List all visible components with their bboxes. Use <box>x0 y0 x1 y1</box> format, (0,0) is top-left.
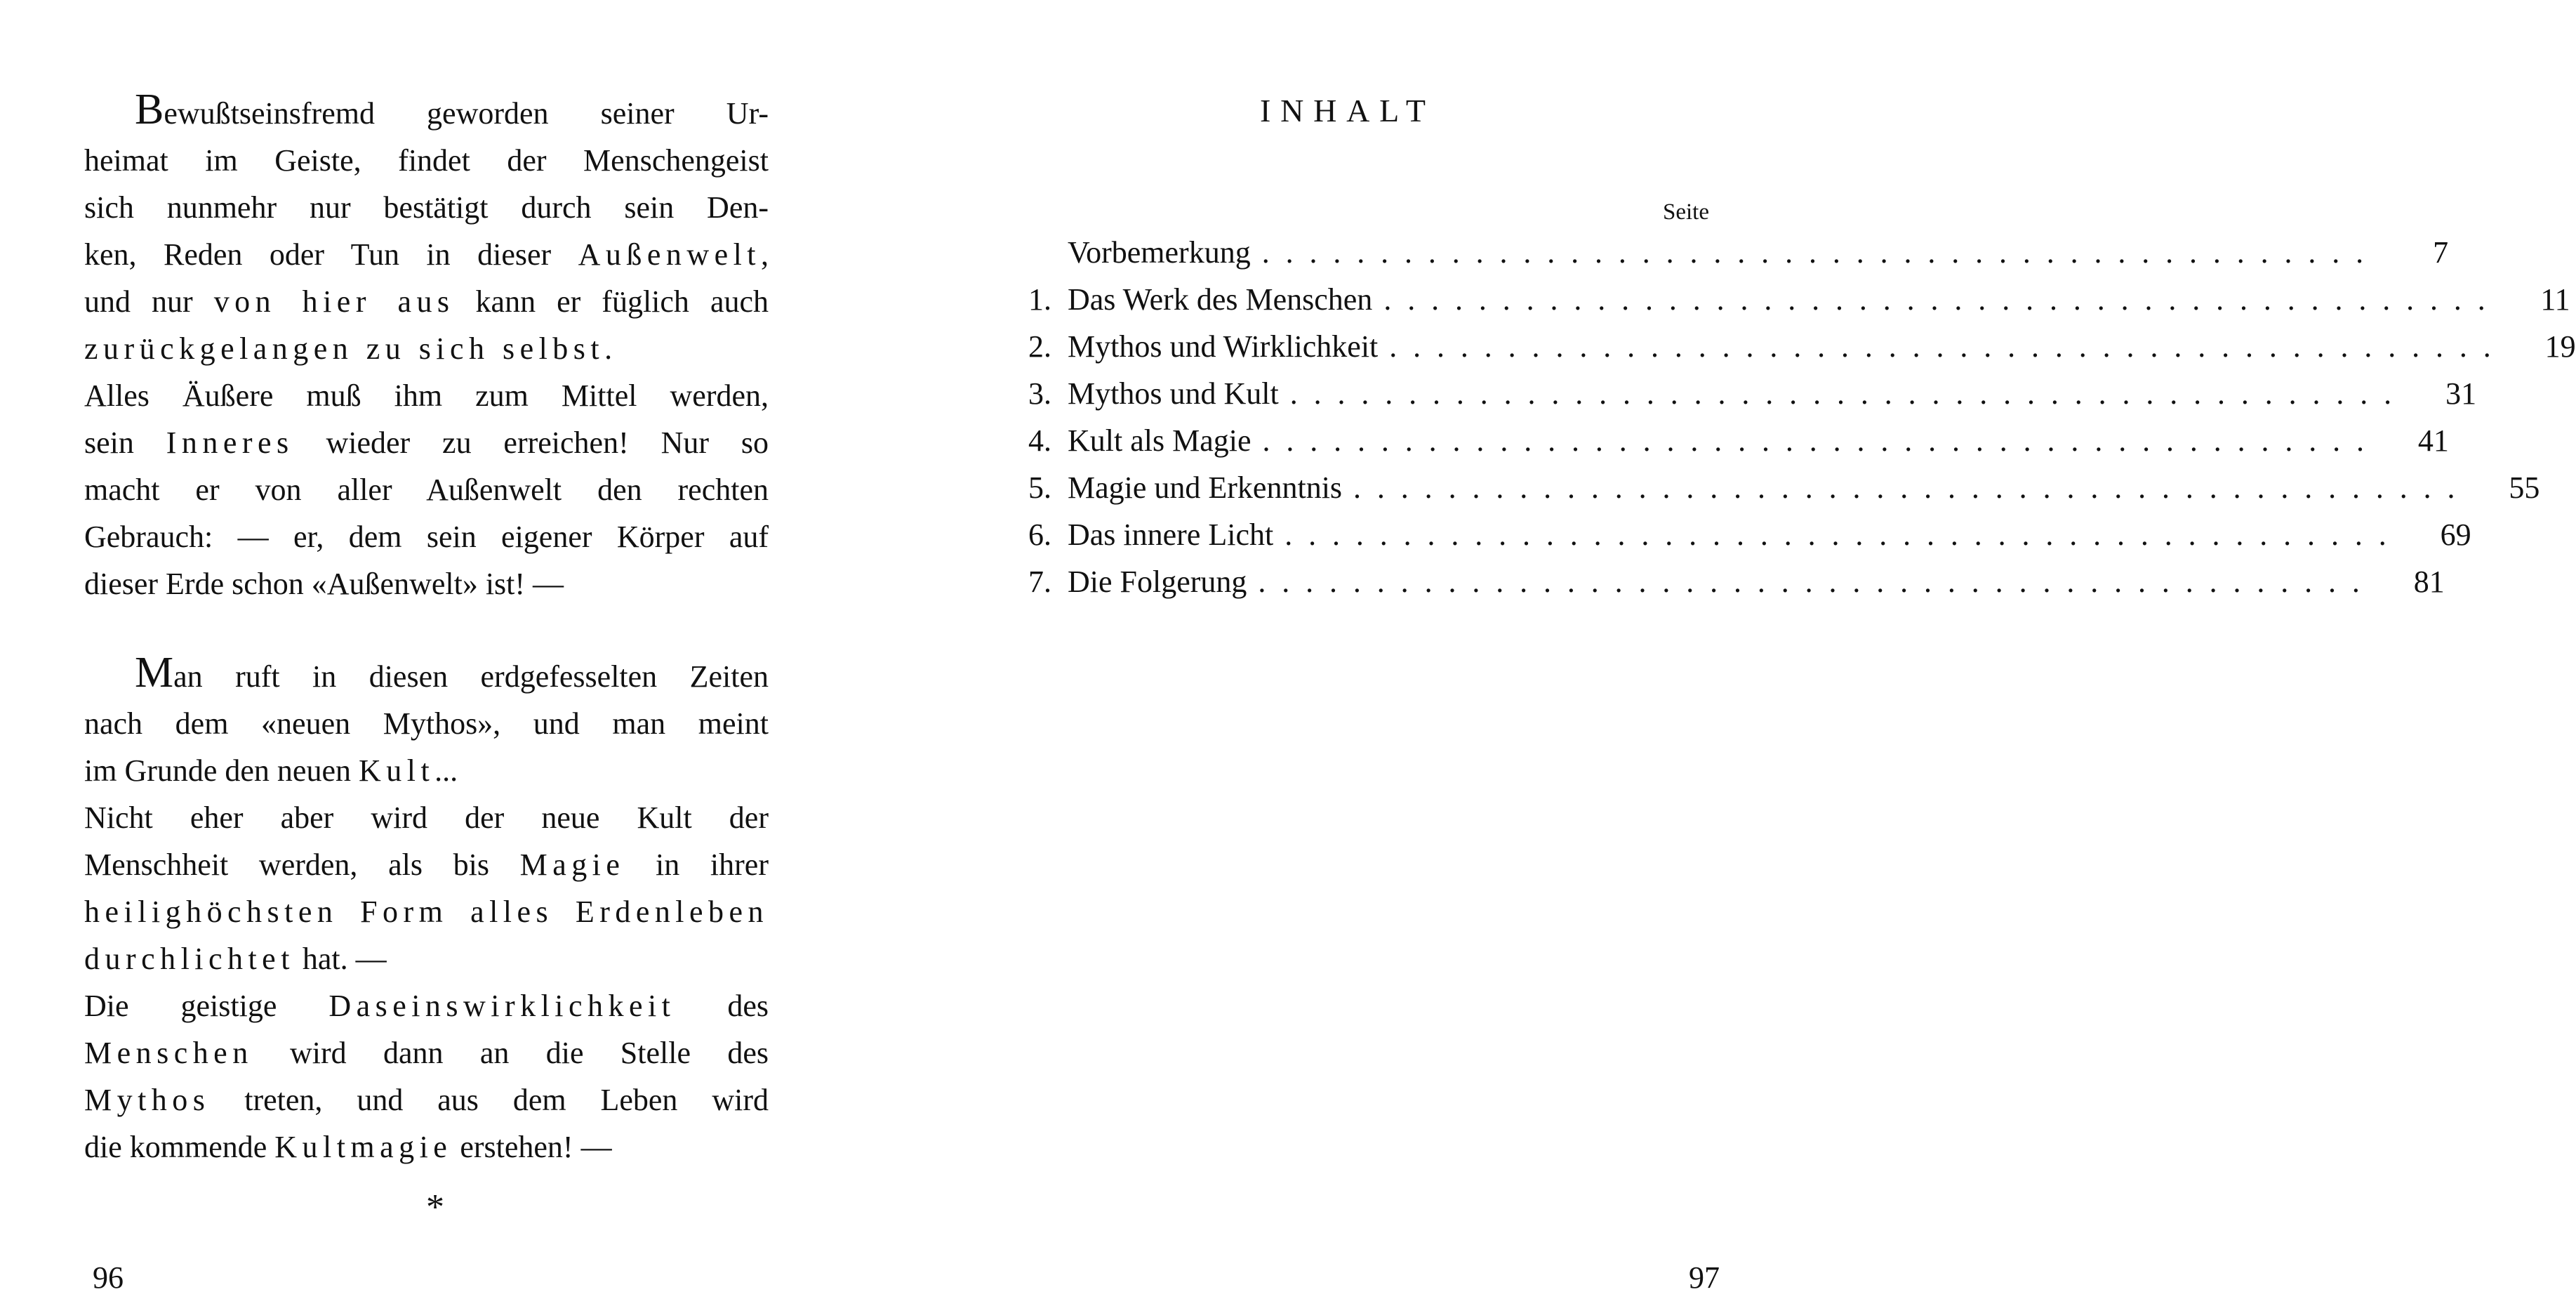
text-line: sich nunmehr nur bestätigt durch sein Den- <box>84 190 769 225</box>
toc-number: 4. <box>1028 423 1051 458</box>
text-line: Menschen wird dann an die Stelle des <box>84 1036 769 1070</box>
paragraph-1 <box>84 86 769 607</box>
spaced-emphasis: Magie <box>519 848 625 882</box>
toc-title: Mythos und Wirklichkeit <box>1068 329 1379 364</box>
dot-leader: ............................................... <box>1389 329 2507 364</box>
spaced-emphasis: von hier aus <box>213 284 455 319</box>
toc-title: Mythos und Kult <box>1068 376 1279 411</box>
text-line: sein Inneres wieder zu erreichen! Nur so <box>84 426 769 460</box>
toc-number: 7. <box>1028 565 1051 599</box>
toc-entry <box>1028 417 2449 464</box>
dot-leader: ............................................... <box>1261 235 2380 270</box>
left-page <box>0 0 888 1299</box>
section-asterisk: * <box>426 1187 444 1227</box>
toc-entry <box>1028 370 2477 417</box>
toc-page-number: 19 <box>2544 329 2576 364</box>
toc-title: Magie und Erkenntnis <box>1068 470 1343 505</box>
toc-title: Das Werk des Menschen <box>1068 282 1373 317</box>
toc-title: Das innere Licht <box>1068 517 1274 552</box>
spaced-emphasis: Daseinswirklichkeit <box>328 989 676 1023</box>
toc-entry <box>1028 323 2576 370</box>
page-number-left: 96 <box>93 1260 124 1295</box>
text-line: Die geistige Daseinswirklichkeit des <box>84 989 769 1023</box>
page-number-right: 97 <box>1689 1260 1720 1295</box>
text-line: nach dem «neuen Mythos», und man meint <box>84 706 769 741</box>
toc-number: 6. <box>1028 517 1051 552</box>
spaced-emphasis: Mythos <box>84 1083 211 1117</box>
toc-page-number: 41 <box>2417 423 2449 458</box>
toc-entry <box>1028 558 2445 605</box>
text-line: Bewußtseinsfremd geworden seiner Ur- <box>135 86 769 133</box>
paragraph-2 <box>84 649 769 1171</box>
spaced-emphasis: zurückgelangen zu sich selbst <box>84 331 605 366</box>
text-line: heilighöchsten Form alles Erdenleben <box>84 895 769 929</box>
spaced-emphasis: durchlichtet <box>84 942 295 976</box>
toc-page-number: 69 <box>2440 517 2471 552</box>
text-line: ken, Reden oder Tun in dieser Außenwelt, <box>84 237 769 272</box>
spaced-emphasis: Menschen <box>84 1036 253 1070</box>
toc-entry <box>1028 229 2449 276</box>
text-line: Man ruft in diesen erdgefesselten Zeiten <box>135 649 769 697</box>
toc-number: 3. <box>1028 376 1051 411</box>
text-line: heimat im Geiste, findet der Menschengeist <box>84 143 769 178</box>
dot-leader: ............................................... <box>1262 423 2380 458</box>
toc-entry <box>1028 276 2570 323</box>
dot-leader: ............................................... <box>1383 282 2502 317</box>
text-line: die kommende Kultmagie erstehen! — <box>84 1130 612 1164</box>
dot-leader: ............................................... <box>1289 376 2408 411</box>
dot-leader: ............................................... <box>1258 565 2376 599</box>
text-line: Mythos treten, und aus dem Leben wird <box>84 1083 769 1117</box>
drop-initial: B <box>135 86 164 133</box>
toc-number: 1. <box>1028 282 1051 317</box>
spaced-emphasis: Kult <box>359 753 435 788</box>
toc-heading: INHALT <box>1260 93 1435 128</box>
text-line: macht er von aller Außenwelt den rechten <box>84 473 769 507</box>
spaced-emphasis: Inneres <box>166 426 294 460</box>
table-of-contents <box>1028 229 2576 605</box>
toc-number: 2. <box>1028 329 1051 364</box>
text-line: durchlichtet hat. — <box>84 942 387 976</box>
toc-entry <box>1028 464 2540 511</box>
toc-title: Kult als Magie <box>1068 423 1252 458</box>
text-line: im Grunde den neuen Kult... <box>84 753 458 788</box>
toc-title: Die Folgerung <box>1068 565 1247 599</box>
toc-page-number: 55 <box>2509 470 2540 505</box>
toc-page-number: 11 <box>2540 282 2570 317</box>
text-line: Alles Äußere muß ihm zum Mittel werden, <box>84 378 769 413</box>
toc-title: Vorbemerkung <box>1068 235 1251 270</box>
dot-leader: ............................................... <box>1284 517 2403 552</box>
dot-leader: ............................................... <box>1353 470 2471 505</box>
toc-page-number: 81 <box>2413 565 2445 599</box>
text-line: Gebrauch: — er, dem sein eigener Körper auf <box>84 520 769 554</box>
toc-page-number: 7 <box>2433 235 2449 270</box>
toc-number: 5. <box>1028 470 1051 505</box>
spaced-emphasis: Außenwelt <box>578 237 761 272</box>
text-line: und nur von hier aus kann er füglich auch <box>84 284 769 319</box>
text-line: dieser Erde schon «Außenwelt» ist! — <box>84 567 564 601</box>
text-line: zurückgelangen zu sich selbst. <box>84 331 613 366</box>
text-line: Menschheit werden, als bis Magie in ihrer <box>84 848 769 882</box>
toc-entry <box>1028 511 2471 558</box>
spaced-emphasis: Kultmagie <box>274 1130 453 1164</box>
text-line: Nicht eher aber wird der neue Kult der <box>84 800 769 835</box>
page-column-label: Seite <box>1663 199 1709 225</box>
drop-initial: M <box>135 649 174 697</box>
toc-page-number: 31 <box>2445 376 2477 411</box>
right-page <box>888 0 2576 1299</box>
